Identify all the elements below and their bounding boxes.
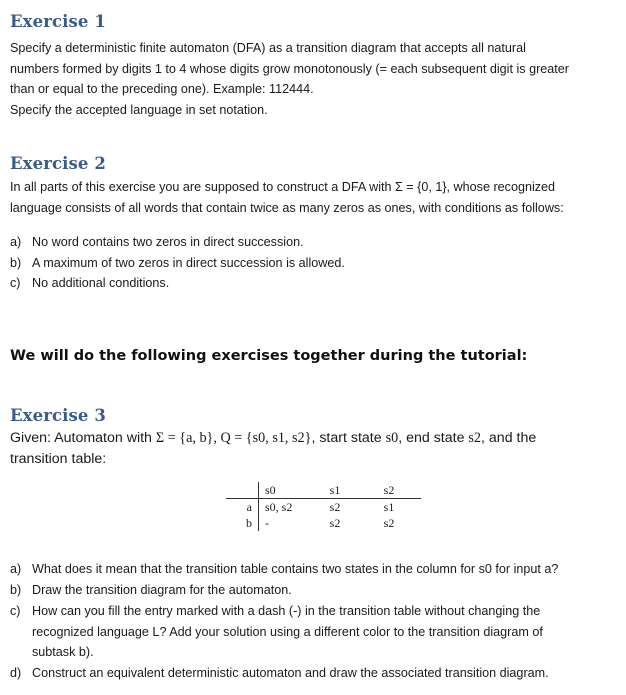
end-state: s2: [468, 430, 482, 446]
item-label: a): [10, 562, 22, 576]
given-text: Given: Automaton with: [10, 430, 156, 446]
exercise-1-line-1: Specify a deterministic finite automaton (DFA) as a transition diagram that accepts all natural: [10, 41, 526, 55]
exercise-3-item-c: [10, 601, 616, 663]
table-cell: s2: [383, 516, 395, 530]
item-label: d): [10, 666, 22, 680]
column-header: s2: [357, 482, 421, 499]
row-input: b: [246, 516, 252, 530]
item-text-line-1: How can you fill the entry marked with a dash (-) in the transition table without changing the: [32, 604, 541, 618]
given-text: , and the: [481, 430, 537, 446]
exercise-2-line-2: language consists of all words that contain twice as many zeros as ones, with conditions as follows:: [10, 200, 564, 215]
item-text-line-2: recognized language L? Add your solution using a different color to the transition diagram of: [32, 624, 543, 639]
item-text: What does it mean that the transition table contains two states in the column for s0 for input a?: [32, 562, 559, 576]
item-label: c): [10, 276, 21, 290]
table-cell: s1: [383, 500, 395, 514]
column-header: s0: [259, 482, 314, 499]
item-text: No additional conditions.: [32, 276, 170, 290]
table-row: [226, 515, 421, 531]
table-cell: s2: [329, 500, 341, 514]
given-text: , end state: [398, 430, 469, 446]
alphabet-states: Σ = {a, b}, Q = {s0, s1, s2}: [155, 430, 312, 446]
exercise-2-title: Exercise 2: [10, 154, 106, 173]
table-row: [226, 499, 421, 516]
item-text-line-3: subtask b).: [32, 645, 94, 659]
exercise-3-given-line-2: transition table:: [10, 451, 107, 467]
item-label: b): [10, 255, 22, 270]
exercise-1-title: Exercise 1: [10, 12, 106, 31]
item-text: No word contains two zeros in direct succession.: [32, 235, 304, 249]
column-header: s1: [313, 482, 357, 499]
table-corner: [226, 482, 259, 499]
exercise-1-line-2: numbers formed by digits 1 to 4 whose digits grow monotonously (= each subsequent digit is greater: [10, 61, 569, 76]
tutorial-heading: We will do the following exercises together during the tutorial:: [10, 348, 528, 364]
item-text: Draw the transition diagram for the automaton.: [32, 583, 292, 597]
item-label: b): [10, 583, 22, 597]
table-cell: s0, s2: [259, 499, 314, 516]
exercise-1-line-4: Specify the accepted language in set notation.: [10, 102, 268, 117]
item-text: Construct an equivalent deterministic automaton and draw the associated transition diagram.: [32, 666, 549, 680]
transition-table: [226, 482, 421, 531]
given-text: , start state: [311, 430, 386, 446]
exercise-3-given-line-1: [10, 428, 616, 449]
table-cell: -: [259, 515, 314, 531]
item-text: A maximum of two zeros in direct succession is allowed.: [32, 255, 345, 270]
exercise-2-line-1: In all parts of this exercise you are supposed to construct a DFA with Σ = {0, 1}, whose recognized: [10, 180, 556, 194]
exercise-3-given: [10, 428, 616, 470]
exercise-3-title: Exercise 3: [10, 406, 106, 425]
item-label: c): [10, 604, 21, 618]
start-state: s0: [385, 430, 399, 446]
exercise-1-line-3: than or equal to the preceding one). Example: 112444.: [10, 82, 314, 96]
item-label: a): [10, 235, 22, 249]
table-cell: s2: [329, 516, 341, 530]
row-input: a: [246, 500, 252, 514]
